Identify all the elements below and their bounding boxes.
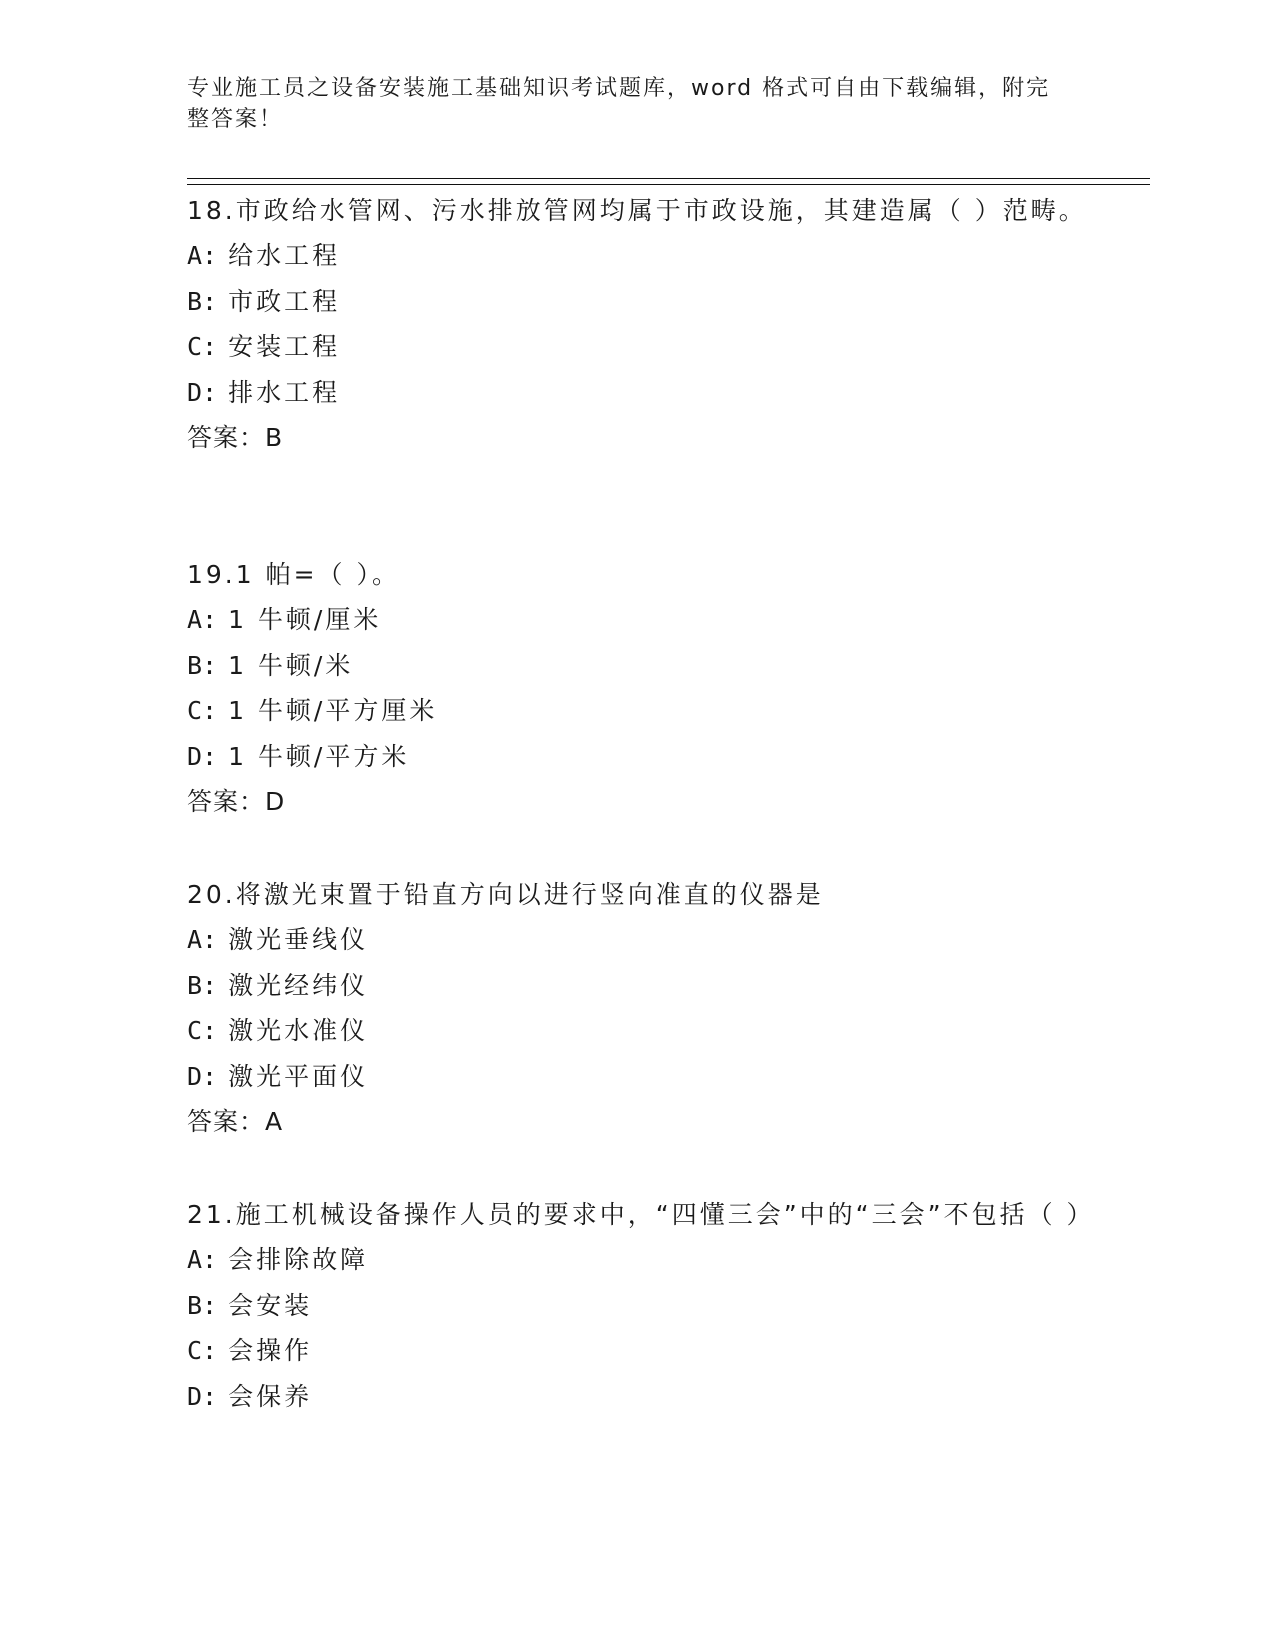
option-text: 会保养 [228, 1381, 313, 1411]
option-text: 1 牛顿/厘米 [228, 605, 382, 634]
option-b [187, 963, 1087, 1009]
option-a [187, 1237, 1087, 1283]
question-18 [187, 189, 1087, 461]
option-text: 1 牛顿/平方厘米 [228, 696, 438, 725]
option-letter: B: [187, 1290, 218, 1320]
question-stem: 20.将激光束置于铅直方向以进行竖向准直的仪器是 [187, 880, 824, 909]
header-divider-top [187, 178, 1150, 179]
option-text: 市政工程 [228, 286, 341, 316]
option-text: 会排除故障 [228, 1245, 369, 1274]
option-c [187, 1328, 1087, 1374]
question-19 [187, 553, 1087, 825]
header-divider-bottom [187, 184, 1150, 185]
option-letter: A: [187, 925, 218, 954]
option-c [187, 1008, 1087, 1054]
option-text: 给水工程 [228, 241, 341, 270]
question-21 [187, 1193, 1095, 1419]
option-text: 1 牛顿/平方米 [228, 741, 410, 771]
option-text: 激光水准仪 [228, 1016, 369, 1045]
option-text: 会安装 [228, 1290, 313, 1320]
question-stem: 19.1 帕=（ ）。 [187, 560, 401, 589]
option-d [187, 1054, 1087, 1100]
option-d [187, 1374, 1087, 1420]
question-20 [187, 873, 1087, 1145]
option-text: 排水工程 [228, 377, 341, 407]
option-letter: C: [187, 332, 218, 361]
option-b [187, 1283, 1087, 1329]
option-b [187, 279, 1087, 325]
option-text: 激光平面仪 [228, 1061, 369, 1091]
option-letter: D: [187, 741, 218, 771]
document-header: 专业施工员之设备安装施工基础知识考试题库，word 格式可自由下载编辑，附完整答案！ [187, 76, 1051, 132]
option-letter: C: [187, 1016, 218, 1045]
option-text: 安装工程 [228, 332, 341, 361]
option-a [187, 917, 1087, 963]
option-letter: A: [187, 241, 218, 270]
option-letter: A: [187, 605, 218, 634]
option-d [187, 734, 1087, 780]
option-letter: C: [187, 1336, 218, 1365]
option-a [187, 597, 1087, 643]
option-letter: D: [187, 377, 218, 407]
answer-line: 答案：D [187, 787, 286, 816]
option-letter: B: [187, 650, 218, 680]
option-d [187, 370, 1087, 416]
option-letter: A: [187, 1245, 218, 1274]
option-c [187, 324, 1087, 370]
answer-line: 答案：A [187, 1107, 284, 1136]
answer-line: 答案：B [187, 423, 284, 452]
option-text: 激光经纬仪 [228, 970, 369, 1000]
option-text: 1 牛顿/米 [228, 650, 354, 680]
question-stem: 21.施工机械设备操作人员的要求中，“四懂三会”中的“三会”不包括（ ） [187, 1200, 1095, 1229]
option-letter: B: [187, 286, 218, 316]
question-stem: 18.市政给水管网、污水排放管网均属于市政设施，其建造属（ ）范畴。 [187, 196, 1087, 225]
option-text: 会操作 [228, 1336, 313, 1365]
option-letter: B: [187, 970, 218, 1000]
option-text: 激光垂线仪 [228, 925, 369, 954]
option-a [187, 233, 1087, 279]
option-c [187, 688, 1087, 734]
option-b [187, 643, 1087, 689]
option-letter: C: [187, 696, 218, 725]
option-letter: D: [187, 1381, 218, 1411]
option-letter: D: [187, 1061, 218, 1091]
